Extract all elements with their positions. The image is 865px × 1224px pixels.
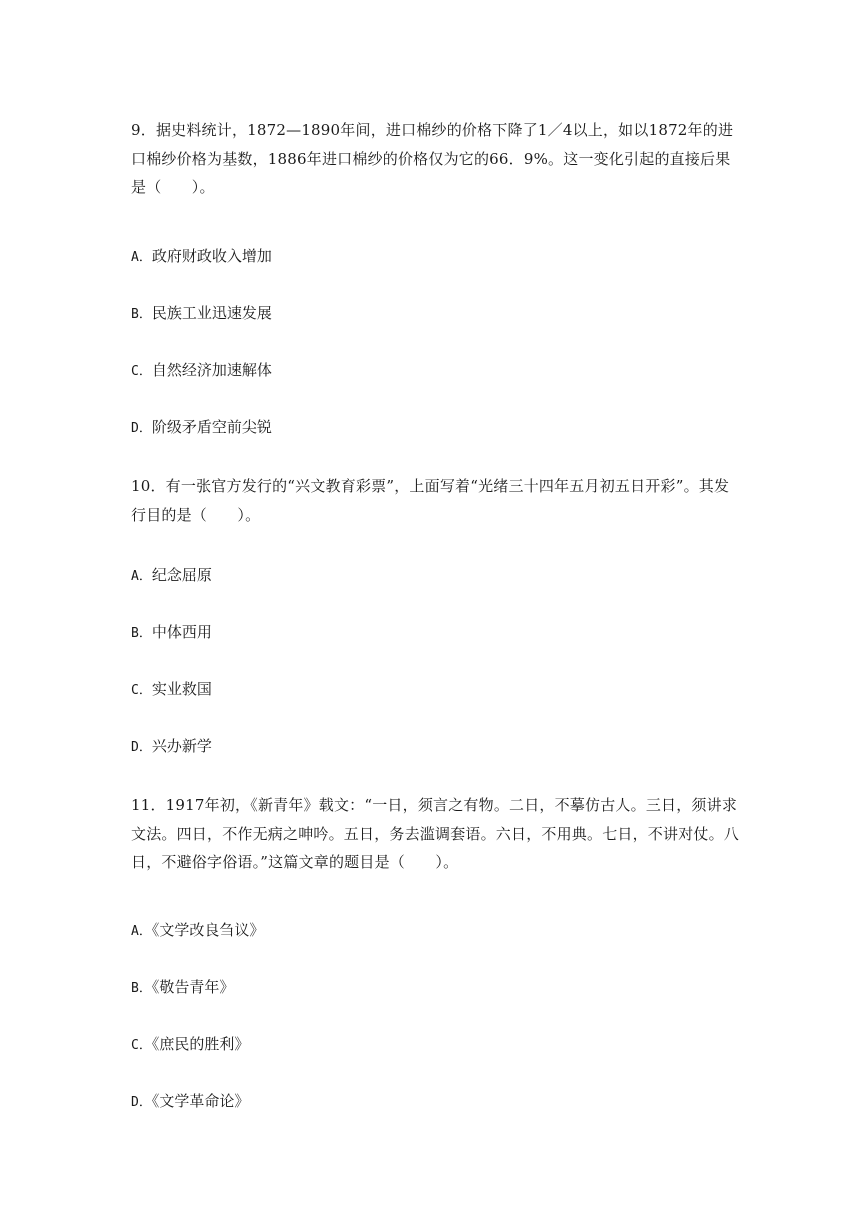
question-10-option-d xyxy=(131,736,212,758)
option-letter: B． xyxy=(131,307,152,322)
option-text: 实业救国 xyxy=(151,680,212,698)
option-letter: A． xyxy=(131,924,152,939)
option-text: 兴办新学 xyxy=(151,737,212,755)
question-10-option-a xyxy=(131,565,212,587)
question-9-stem: 9．据史料统计，1872—1890年间，进口棉纱的价格下降了1／4以上，如以1872年的进口棉纱价格为基数，1886年进口棉纱的价格仅为它的66．9%。这一变化引起的直接后果是（ ）。 xyxy=(131,121,734,196)
option-text: 自然经济加速解体 xyxy=(151,361,272,379)
option-letter: B． xyxy=(131,626,152,641)
option-letter: C． xyxy=(131,1038,152,1053)
question-10-option-c xyxy=(131,679,212,701)
question-10-option-b xyxy=(131,622,212,644)
question-11-option-d xyxy=(131,1091,249,1113)
option-letter: A． xyxy=(131,250,152,265)
option-text: 纪念屈原 xyxy=(151,566,212,584)
option-text: 《庶民的胜利》 xyxy=(151,1035,250,1053)
option-letter: D． xyxy=(131,421,152,436)
option-letter: C． xyxy=(131,364,152,379)
question-9-option-d xyxy=(131,417,272,439)
option-text: 《文学改良刍议》 xyxy=(151,921,265,939)
option-text: 中体西用 xyxy=(151,623,212,641)
question-9-option-b xyxy=(131,303,272,325)
option-text: 政府财政收入增加 xyxy=(151,247,272,265)
option-text: 《敬告青年》 xyxy=(151,978,235,996)
question-9-option-a xyxy=(131,246,272,268)
question-10-stem: 10．有一张官方发行的“兴文教育彩票”，上面写着“光绪三十四年五月初五日开彩”。其发行目的是（ ）。 xyxy=(131,477,730,524)
option-letter: B． xyxy=(131,981,152,996)
option-letter: A． xyxy=(131,569,152,584)
option-letter: D． xyxy=(131,740,152,755)
option-text: 《文学革命论》 xyxy=(151,1092,250,1110)
question-11-option-a xyxy=(131,920,264,942)
question-9-option-c xyxy=(131,360,272,382)
question-11-option-c xyxy=(131,1034,249,1056)
option-text: 民族工业迅速发展 xyxy=(151,304,272,322)
question-11-stem: 11．1917年初，《新青年》载文：“一日，须言之有物。二日，不摹仿古人。三日，须讲求文法。四日，不作无病之呻吟。五日，务去滥调套语。六日，不用典。七日，不讲对仗。八日，不避俗字俗语。”这篇文章的题目是（ ）。 xyxy=(131,796,740,871)
option-letter: C． xyxy=(131,683,152,698)
question-11-option-b xyxy=(131,977,234,999)
option-text: 阶级矛盾空前尖锐 xyxy=(151,418,272,436)
option-letter: D． xyxy=(131,1095,152,1110)
